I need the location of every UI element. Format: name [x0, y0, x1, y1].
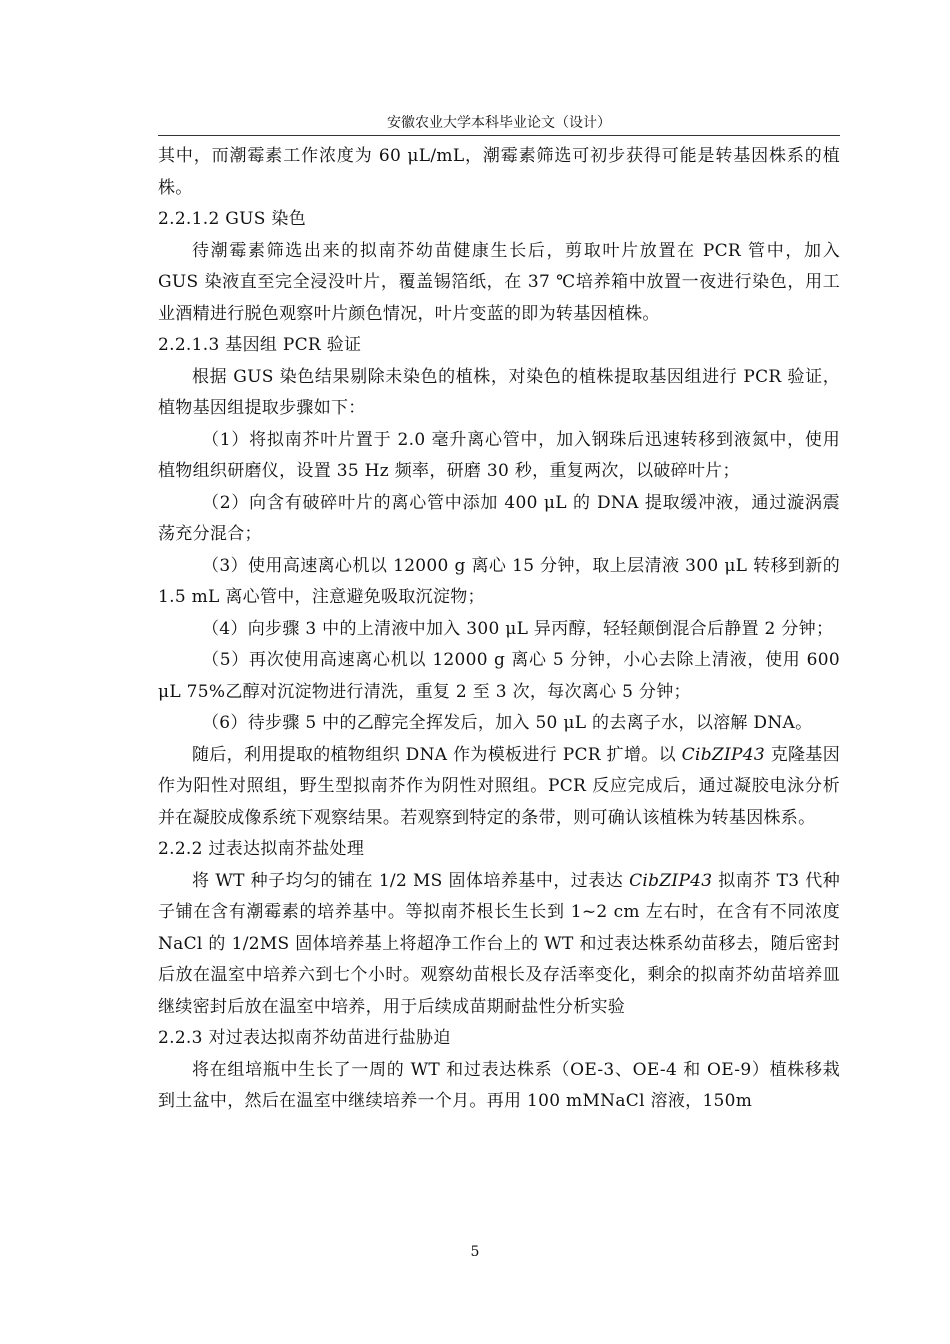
paragraph-salt-stress: 将在组培瓶中生长了一周的 WT 和过表达株系（OE-3、OE-4 和 OE-9）植株移栽到土盆中，然后在温室中继续培养一个月。再用 100 mMNaCl 溶液，150m: [158, 1059, 840, 1111]
paragraph-gus-staining: 待潮霉素筛选出来的拟南芥幼苗健康生长后，剪取叶片放置在 PCR 管中，加入 GUS 染液直至完全浸没叶片，覆盖锡箔纸，在 37 ℃培养箱中放置一夜进行染色，用工业酒精进行脱色观察叶片颜色情况，叶片变蓝的即为转基因植株。: [158, 240, 840, 324]
paragraph-continuation: 其中，而潮霉素工作浓度为 60 μL/mL，潮霉素筛选可初步获得可能是转基因株系的植株。: [158, 146, 840, 198]
gene-name: CibZIP43: [681, 744, 765, 765]
text-segment: 拟南芥 T3 代种子铺在含有潮霉素的培养基中。等拟南芥根长生长到 1~2 cm 左右时，在含有不同浓度 NaCl 的 1/2MS 固体培养基上将超净工作台上的 WT 和过表达株系幼苗移去，随后密封后放在温室中培养六到七个小时。观察幼苗根长及存活率变化，剩余的拟南芥幼苗培养皿继续密封后放在温室中培养，用于后续成苗期耐盐性分析实验: [158, 870, 840, 1017]
paragraph-salt-treatment: [158, 866, 840, 1024]
page-number: 5: [470, 1244, 480, 1260]
step-3: （3）使用高速离心机以 12000 g 离心 15 分钟，取上层清液 300 μL 转移到新的 1.5 mL 离心管中，注意避免吸取沉淀物；: [158, 555, 840, 607]
paragraph-pcr-intro: 根据 GUS 染色结果剔除未染色的植株，对染色的植株提取基因组进行 PCR 验证，植物基因组提取步骤如下：: [158, 366, 840, 418]
text-segment: 随后，利用提取的植物组织 DNA 作为模板进行 PCR 扩增。以: [192, 744, 682, 765]
running-header: 安徽农业大学本科毕业论文（设计）: [387, 115, 611, 131]
section-heading-2-2-1-2: 2.2.1.2 GUS 染色: [158, 209, 307, 229]
step-4: （4）向步骤 3 中的上清液中加入 300 μL 异丙醇，轻轻颠倒混合后静置 2 分钟；: [202, 618, 834, 639]
step-5: （5）再次使用高速离心机以 12000 g 离心 5 分钟，小心去除上清液，使用 600 μL 75%乙醇对沉淀物进行清洗，重复 2 至 3 次，每次离心 5 分钟；: [158, 650, 840, 702]
section-heading-2-2-3: 2.2.3 对过表达拟南芥幼苗进行盐胁迫: [158, 1028, 451, 1048]
text-segment: 将 WT 种子均匀的铺在 1/2 MS 固体培养基中，过表达: [192, 870, 630, 891]
step-1: （1）将拟南芥叶片置于 2.0 毫升离心管中，加入钢珠后迅速转移到液氮中，使用植物组织研磨仪，设置 35 Hz 频率，研磨 30 秒，重复两次，以破碎叶片；: [158, 429, 840, 481]
step-2: （2）向含有破碎叶片的离心管中添加 400 μL 的 DNA 提取缓冲液，通过漩涡震荡充分混合；: [158, 492, 840, 544]
section-heading-2-2-2: 2.2.2 过表达拟南芥盐处理: [158, 839, 365, 859]
document-body: [158, 141, 840, 1118]
gene-name: CibZIP43: [629, 870, 713, 891]
paragraph-pcr-amplification: [158, 740, 840, 835]
text-segment: 克隆基因作为阳性对照组，野生型拟南芥作为阴性对照组。PCR 反应完成后，通过凝胶电泳分析并在凝胶成像系统下观察结果。若观察到特定的条带，则可确认该植株为转基因株系。: [158, 744, 840, 828]
section-heading-2-2-1-3: 2.2.1.3 基因组 PCR 验证: [158, 335, 362, 355]
step-6: （6）待步骤 5 中的乙醇完全挥发后，加入 50 μL 的去离子水，以溶解 DNA。: [202, 713, 813, 733]
header-rule: [158, 135, 840, 136]
